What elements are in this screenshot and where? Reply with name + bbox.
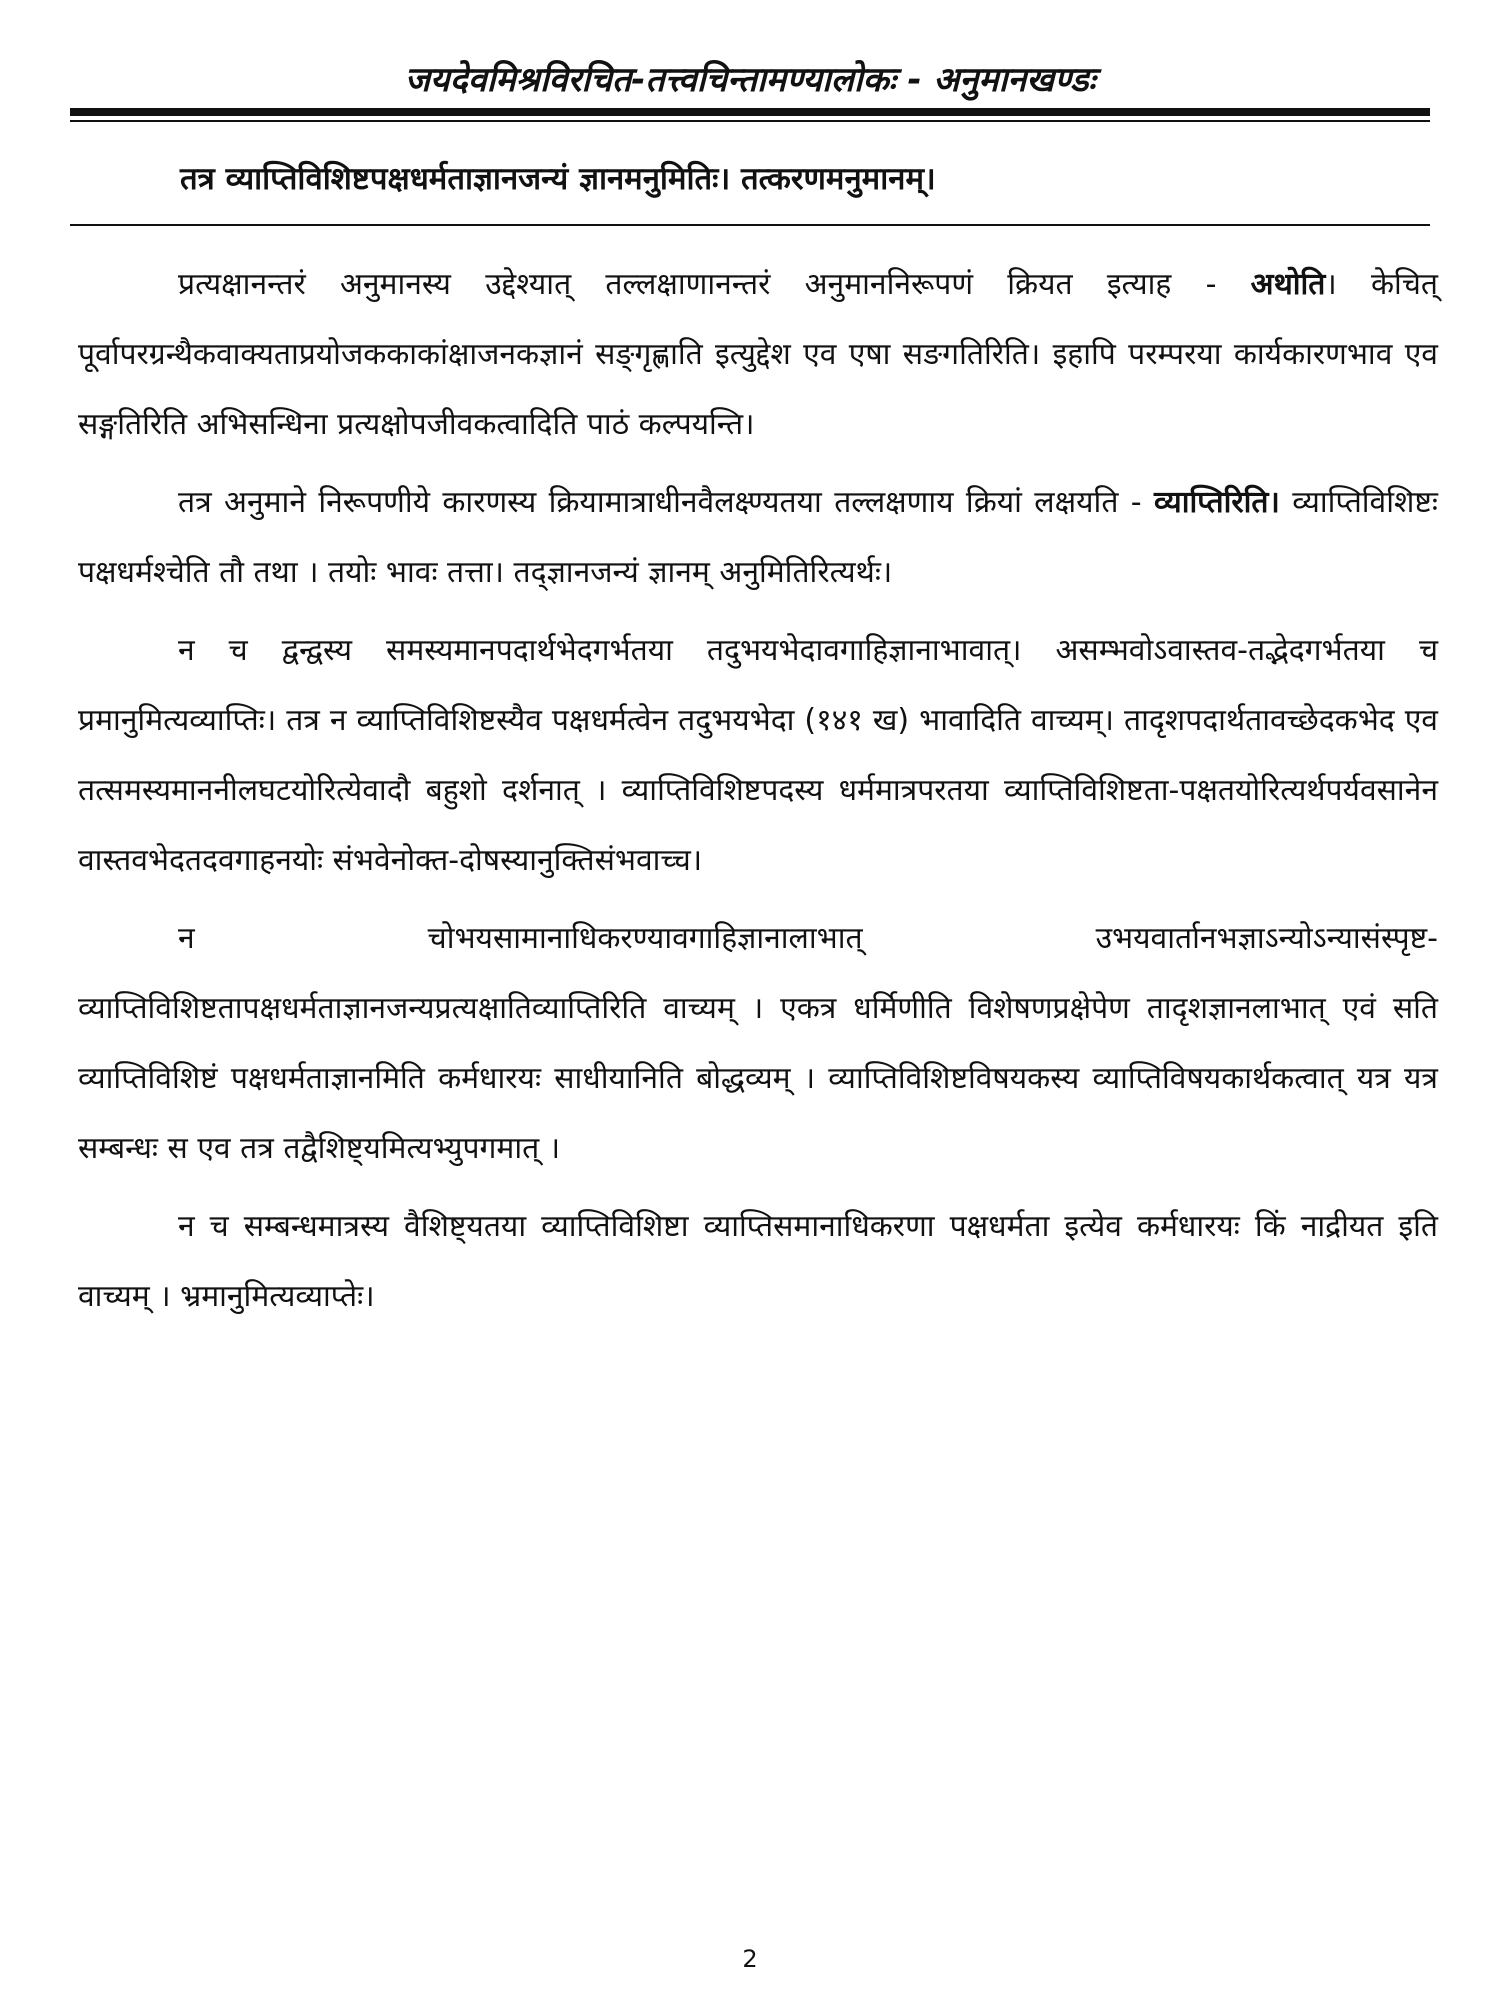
sutra-rule xyxy=(70,224,1430,226)
paragraph-1-rest: । केचित् पूर्वापरग्रन्थैकवाक्यताप्रयोजककाकांक्षाजनकज्ञानं सङ्गृह्णाति इत्युद्देश एव एषा सङगतिरिति। इहापि परम्परया कार्यकारणभाव एव सङ्गतिरिति अभिसन्धिना प्रत्यक्षोपजीवकत्वादिति पाठं कल्पयन्ति। xyxy=(78,267,1438,442)
paragraph-2 xyxy=(78,468,1438,608)
header-rule-thin xyxy=(70,120,1430,122)
paragraph-1 xyxy=(78,250,1438,460)
paragraph-1-keyword: अथोति xyxy=(1250,267,1326,302)
sutra-heading: तत्र व्याप्तिविशिष्टपक्षधर्मताज्ञानजन्यं ज्ञानमनुमितिः। तत्करणमनुमानम्। xyxy=(180,161,936,197)
paragraph-5: न च सम्बन्धमात्रस्य वैशिष्ट्यतया व्याप्तिविशिष्टा व्याप्तिसमानाधिकरणा पक्षधर्मता इत्येव कर्मधारयः किं नाद्रीयत इति वाच्यम् । भ्रमानुमित्यव्याप्तेः। xyxy=(78,1209,1438,1314)
paragraph-2-keyword: व्याप्तिरिति। xyxy=(1154,485,1280,520)
paragraph-4: न चोभयसामानाधिकरण्यावगाहिज्ञानालाभात् उभयवार्तानभज्ञाऽन्योऽन्यासंस्पृष्ट-व्याप्तिविशिष्टतापक्षधर्मताज्ञानजन्यप्रत्यक्षातिव्याप्तिरिति वाच्यम् । एकत्र धर्मिणीति विशेषणप्रक्षेपेण तादृशज्ञानलाभात् एवं सति व्याप्तिविशिष्टं पक्षधर्मताज्ञानमिति कर्मधारयः साधीयानिति बोद्धव्यम् । व्याप्तिविशिष्टविषयकस्य व्याप्तिविषयकार्थकत्वात् यत्र यत्र सम्बन्धः स एव तत्र तद्वैशिष्ट्यमित्यभ्युपगमात् । xyxy=(78,921,1438,1166)
header-rule-thick xyxy=(70,108,1430,116)
paragraph-2-lead: तत्र अनुमाने निरूपणीये कारणस्य क्रियामात्राधीनवैलक्ष्ण्यतया तल्लक्षणाय क्रियां लक्षयति - xyxy=(178,485,1155,520)
commentary-body xyxy=(78,250,1438,1340)
paragraph-3: न च द्वन्द्वस्य समस्यमानपदार्थभेदगर्भतया तदुभयभेदावगाहिज्ञानाभावात्। असम्भवोऽवास्तव-तद्भेदगर्भतया च प्रमानुमित्यव्याप्तिः। तत्र न व्याप्तिविशिष्टस्यैव पक्षधर्मत्वेन तदुभयभेदा (१४१ ख) भावादिति वाच्यम्। तादृशपदार्थतावच्छेदकभेद एव तत्समस्यमाननीलघटयोरित्येवादौ बहुशो दर्शनात् । व्याप्तिविशिष्टपदस्य धर्ममात्रपरतया व्याप्तिविशिष्टता-पक्षतयोरित्यर्थपर्यवसानेन वास्तवभेदतदवगाहनयोः संभवेनोक्त-दोषस्यानुक्तिसंभवाच्च। xyxy=(78,633,1438,878)
paragraph-2-rest: व्याप्तिविशिष्टः पक्षधर्मश्चेति तौ तथा । तयोः भावः तत्ता। तद्ज्ञानजन्यं ज्ञानम् अनुमितिरित्यर्थः। xyxy=(78,485,1438,590)
paragraph-1-lead: प्रत्यक्षानन्तरं अनुमानस्य उद्देश्यात् तल्लक्षाणानन्तरं अनुमाननिरूपणं क्रियत इत्याह - xyxy=(178,267,1251,302)
running-header: जयदेवमिश्रविरचित-तत्त्वचिन्तामण्यालोकः - अनुमानखण्डः xyxy=(404,60,1096,100)
page-number: 2 xyxy=(742,1945,758,1973)
